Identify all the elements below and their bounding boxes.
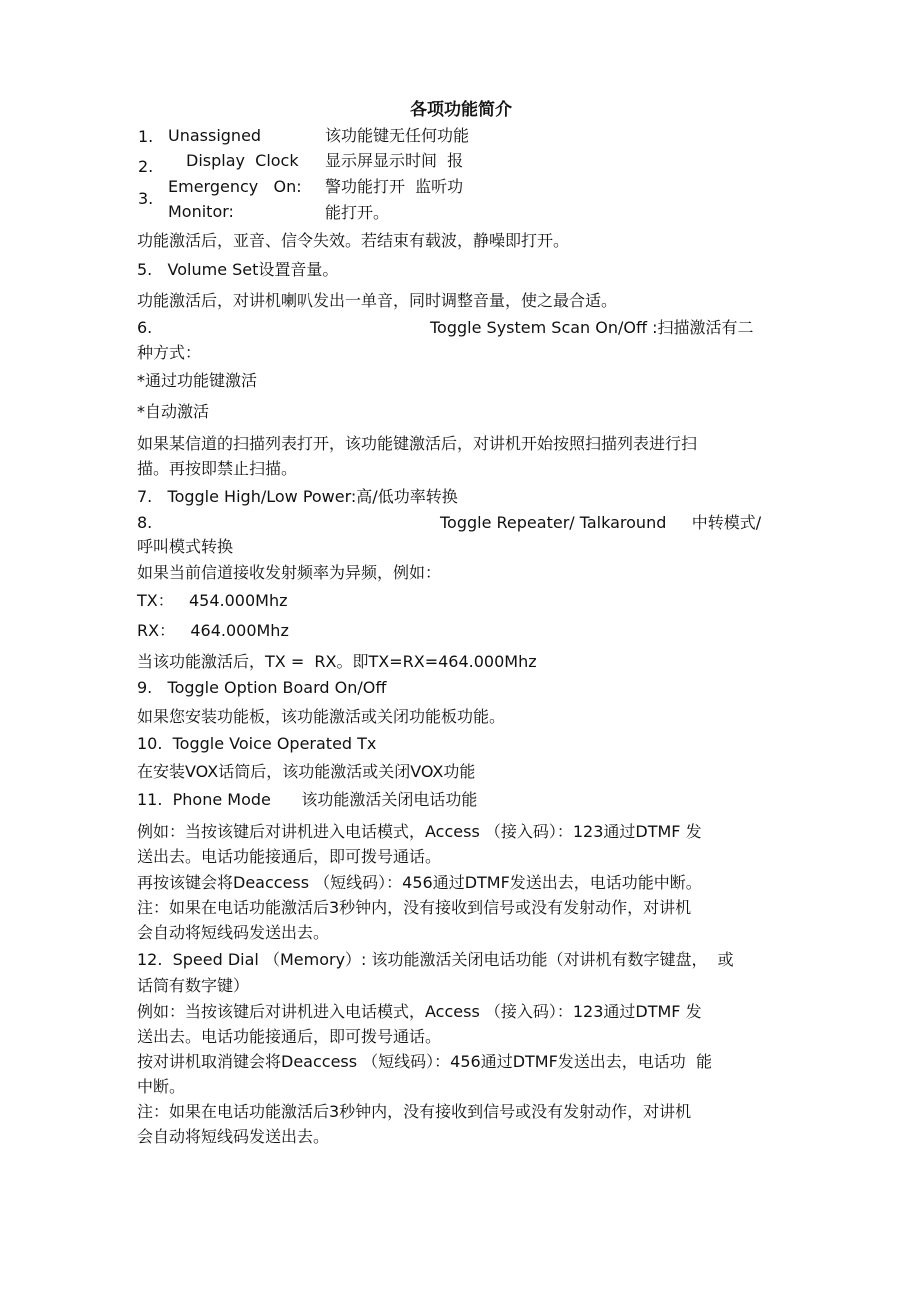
function-name-display-clock: Display Clock	[186, 151, 299, 170]
function-desc-2: 显示屏显示时间 报	[325, 151, 464, 170]
text-line: 11. Phone Mode 该功能激活关闭电话功能	[137, 790, 478, 809]
text-line: 描。再按即禁止扫描。	[137, 459, 298, 478]
text-line: 会自动将短线码发送出去。	[137, 923, 330, 942]
function-desc-1: 该功能键无任何功能	[325, 126, 470, 145]
item-8-number: 8.	[137, 513, 153, 532]
function-name-emergency: Emergency On:	[168, 177, 302, 196]
text-line: 在安装VOX话筒后，该功能激活或关闭VOX功能	[137, 762, 476, 781]
item-8-text: Toggle Repeater/ Talkaround 中转模式/	[440, 513, 762, 532]
text-line: 例如：当按该键后对讲机进入电话模式，Access （接入码）：123通过DTMF 发	[137, 1002, 702, 1021]
text-line: TX： 454.000Mhz	[137, 591, 288, 610]
text-line: 送出去。电话功能接通后，即可拨号通话。	[137, 847, 442, 866]
page-title: 各项功能简介	[410, 100, 512, 120]
text-line: 例如：当按该键后对讲机进入电话模式，Access （接入码）：123通过DTMF 发	[137, 822, 702, 841]
text-line: 如果某信道的扫描列表打开，该功能键激活后，对讲机开始按照扫描列表进行扫	[137, 434, 698, 453]
text-line: *通过功能键激活	[137, 371, 258, 390]
text-line: 如果当前信道接收发射频率为异频，例如：	[137, 563, 442, 582]
list-number-2: 2.	[138, 157, 154, 176]
text-line: RX： 464.000Mhz	[137, 621, 289, 640]
text-line: 种方式：	[137, 343, 202, 362]
text-line: 按对讲机取消键会将Deaccess （短线码）：456通过DTMF发送出去，电话功 能	[137, 1052, 712, 1071]
item-6-number: 6.	[137, 318, 153, 337]
text-line: 当该功能激活后，TX = RX。即TX=RX=464.000Mhz	[137, 652, 537, 671]
text-line: 功能激活后，对讲机喇叭发出一单音，同时调整音量，使之最合适。	[137, 291, 618, 310]
text-line: 7. Toggle High/Low Power:高/低功率转换	[137, 487, 458, 506]
text-line: 会自动将短线码发送出去。	[137, 1127, 330, 1146]
text-line: 注：如果在电话功能激活后3秒钟内，没有接收到信号或没有发射动作，对讲机	[137, 898, 692, 917]
function-name-monitor: Monitor:	[168, 202, 234, 221]
text-line: 5. Volume Set设置音量。	[137, 260, 339, 279]
text-line: 功能激活后，亚音、信令失效。若结束有载波，静噪即打开。	[137, 231, 570, 250]
item-6-text: Toggle System Scan On/Off :扫描激活有二	[430, 318, 754, 337]
function-name-unassigned: Unassigned	[168, 126, 262, 145]
text-line: 中断。	[137, 1077, 186, 1096]
text-line: 如果您安装功能板，该功能激活或关闭功能板功能。	[137, 707, 506, 726]
text-line: *自动激活	[137, 402, 210, 421]
text-line: 话筒有数字键）	[137, 976, 250, 995]
text-line: 呼叫模式转换	[137, 537, 234, 556]
function-desc-4: 能打开。	[325, 203, 390, 222]
text-line: 再按该键会将Deaccess （短线码）：456通过DTMF发送出去，电话功能中断。	[137, 873, 702, 892]
text-line: 10. Toggle Voice Operated Tx	[137, 734, 377, 753]
function-desc-3: 警功能打开 监听功	[325, 177, 464, 196]
text-line: 9. Toggle Option Board On/Off	[137, 678, 387, 697]
text-line: 12. Speed Dial （Memory）: 该功能激活关闭电话功能（对讲机有数字键盘， 或	[137, 950, 734, 969]
list-number-1: 1.	[138, 127, 154, 146]
text-line: 注：如果在电话功能激活后3秒钟内，没有接收到信号或没有发射动作，对讲机	[137, 1102, 692, 1121]
list-number-3: 3.	[138, 189, 154, 208]
text-line: 送出去。电话功能接通后，即可拨号通话。	[137, 1027, 442, 1046]
